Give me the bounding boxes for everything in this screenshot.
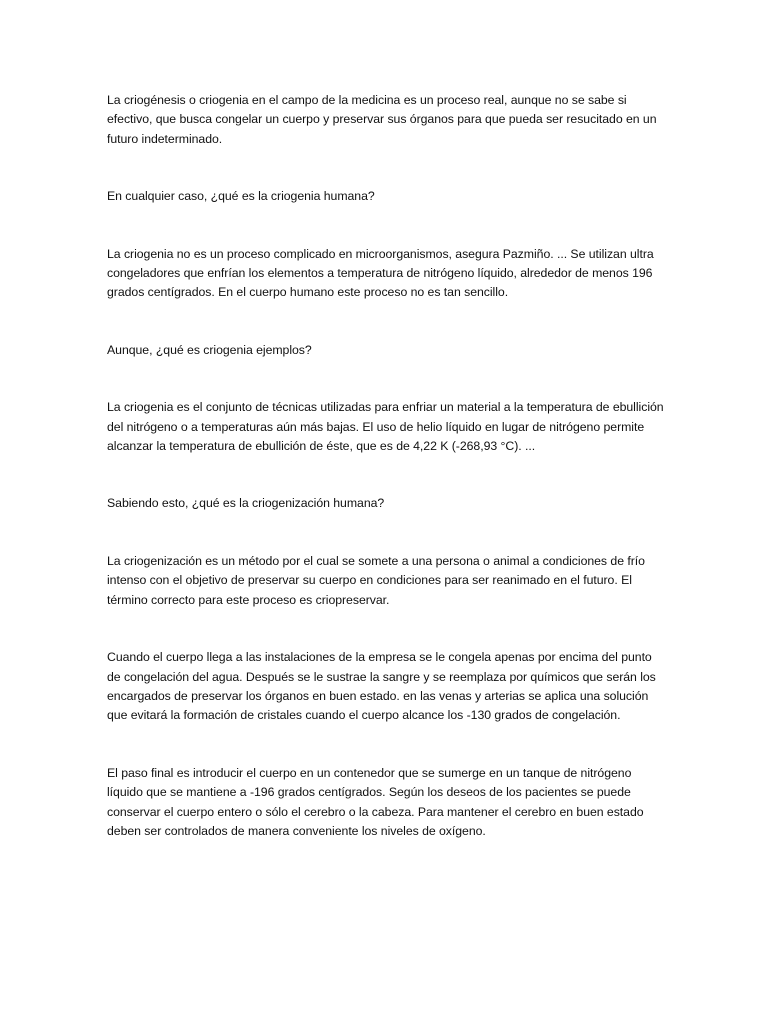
paragraph-spacer (107, 514, 667, 552)
paragraph-instalaciones: Cuando el cuerpo llega a las instalaciones de la empresa se le congela apenas por encima del punto de congelación del agua. Después se le sustrae la sangre y se reemplaza por químicos que serán los encargados de preservar los órganos en buen estado. en las venas y arterias se aplica una solución que evitará la formación de cristales cuando el cuerpo alcance los -130 grados de congelación. (107, 650, 656, 723)
paragraph-spacer (107, 149, 667, 187)
paragraph-spacer (107, 360, 667, 398)
paragraph-spacer (107, 456, 667, 494)
paragraph-spacer (107, 610, 667, 648)
paragraph-spacer (107, 726, 667, 764)
paragraph-criogenizacion: La criogenización es un método por el cual se somete a una persona o animal a condiciones de frío intenso con el objetivo de preservar su cuerpo en condiciones para ser reanimado en el futuro. El término correcto para este proceso es criopreservar. (107, 553, 645, 607)
paragraph-spacer (107, 207, 667, 245)
paragraph-spacer (107, 303, 667, 341)
question-criogenia-ejemplos: Aunque, ¿qué es criogenia ejemplos? (107, 342, 312, 357)
question-criogenia-humana: En cualquier caso, ¿qué es la criogenia humana? (107, 189, 375, 204)
paragraph-tecnicas: La criogenia es el conjunto de técnicas utilizadas para enfriar un material a la temperatura de ebullición del nitrógeno o a temperaturas aún más bajas. El uso de helio líquido en lugar de nitrógeno permite alcanzar la temperatura de ebullición de éste, que es de 4,22 K (-268,93 °C). ... (107, 400, 664, 454)
paragraph-intro: La criogénesis o criogenia en el campo de la medicina es un proceso real, aunque no se sabe si efectivo, que busca congelar un cuerpo y preservar sus órganos para que pueda ser resucitado en un futuro indeterminado. (107, 93, 657, 146)
question-criogenizacion-humana: Sabiendo esto, ¿qué es la criogenización humana? (107, 496, 385, 511)
document-body (107, 91, 667, 841)
paragraph-microorganismos: La criogenia no es un proceso complicado en microorganismos, asegura Pazmiño. ... Se utilizan ultra congeladores que enfrían los elementos a temperatura de nitrógeno líquido, alrededor de menos 196 grados centígrados. En el cuerpo humano este proceso no es tan sencillo. (107, 246, 654, 300)
paragraph-paso-final: El paso final es introducir el cuerpo en un contenedor que se sumerge en un tanque de nitrógeno líquido que se mantiene a -196 grados centígrados. Según los deseos de los pacientes se puede conservar el cuerpo entero o sólo el cerebro o la cabeza. Para mantener el cerebro en buen estado deben ser controlados de manera conveniente los niveles de oxígeno. (107, 765, 644, 838)
